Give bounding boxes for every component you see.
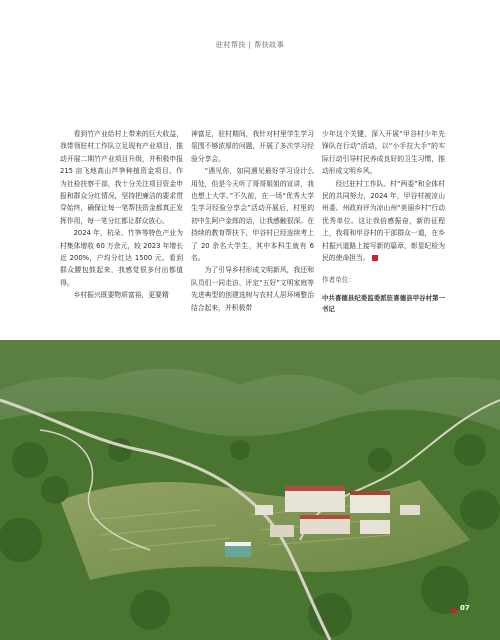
mountain-village-photo (0, 340, 500, 640)
article-body (60, 128, 445, 340)
article-column-3 (322, 128, 445, 340)
page-number: 07 (460, 604, 470, 612)
landscape-illustration (0, 340, 500, 640)
paragraph: 乡村振兴既要物质富裕，更要精 (73, 291, 169, 300)
paragraph: “遇见你，如同遇见最好学习设计么用处，但是今天听了哥哥姐姐的宣讲，我也想上大学。”不久前，在一场“优秀大学生学习经验分享会”活动开展后，村里的初中生阿户金郎的话，让我感触很深。在持续的教育帮扶下，甲谷村已经连续考上了 20 余名大学生，其中本科生就有 6 名。 (191, 167, 314, 263)
author-unit: 中共喜德县纪委监委派驻喜德县甲谷村第一书记 (322, 293, 445, 314)
paragraph: 为了引导乡村形成文明新风，我还和队员们一同走访、评定“五好”文明家庭等先进典型的创建选树与农村人居环境整治结合起来，并积极带 (191, 266, 314, 312)
paragraph: 看到竹产业给村上带来的巨大收益，我带领驻村工作队立足现有产业项目，推动开展二期竹产业项目升级，并积极申报 215 亩飞地高山芦笋种植资金项目。作为社检扶察干部，我十分关注项目资金申报和群众分红情况，坚持把廉洁的要求贯穿始终，确保让每一笔帮扶资金都真正发挥作用，每一笔分红都让群众放心。 (60, 130, 183, 225)
paragraph: 神富足，驻村期间，我针对村里学生学习氛围不够浓厚的问题，开展了多次学习经验分享会。 (191, 130, 314, 163)
article-column-1 (60, 128, 183, 340)
page-marker-icon (451, 608, 456, 613)
paragraph: 少年这个关键，深入开展“甲谷村少年先锋队在行动”活动，以“小手拉大手”的实际行动引导村民养成良好的卫生习惯，推动形成文明乡风。 (322, 130, 445, 176)
paragraph-text: 经过驻村工作队、村“两委”和全体村民的共同努力，2024 年，甲谷村被凉山州委、州政府评为凉山州“美丽乡村”行动优秀单位。这让我倍感振奋，新的征程上，我将和甲谷村的干部群众一道，在乡村振兴道路上接写新的篇章，彰显纪检为民的使命担当。 (322, 179, 445, 263)
paragraph: 2024 年，杭朵、竹笋等特色产业为村集体增收 60 万余元，较 2023 年增长近 200%，户均分红达 1500 元。看到群众腰包鼓起来，我感觉很多付出都值得。 (60, 229, 183, 287)
paragraph-final (322, 178, 445, 265)
author-unit-label: 作者单位： (322, 276, 355, 285)
end-mark-icon (372, 255, 378, 261)
article-column-2 (191, 128, 314, 340)
running-header: 驻村帮扶 | 帮扶故事 (215, 41, 285, 49)
